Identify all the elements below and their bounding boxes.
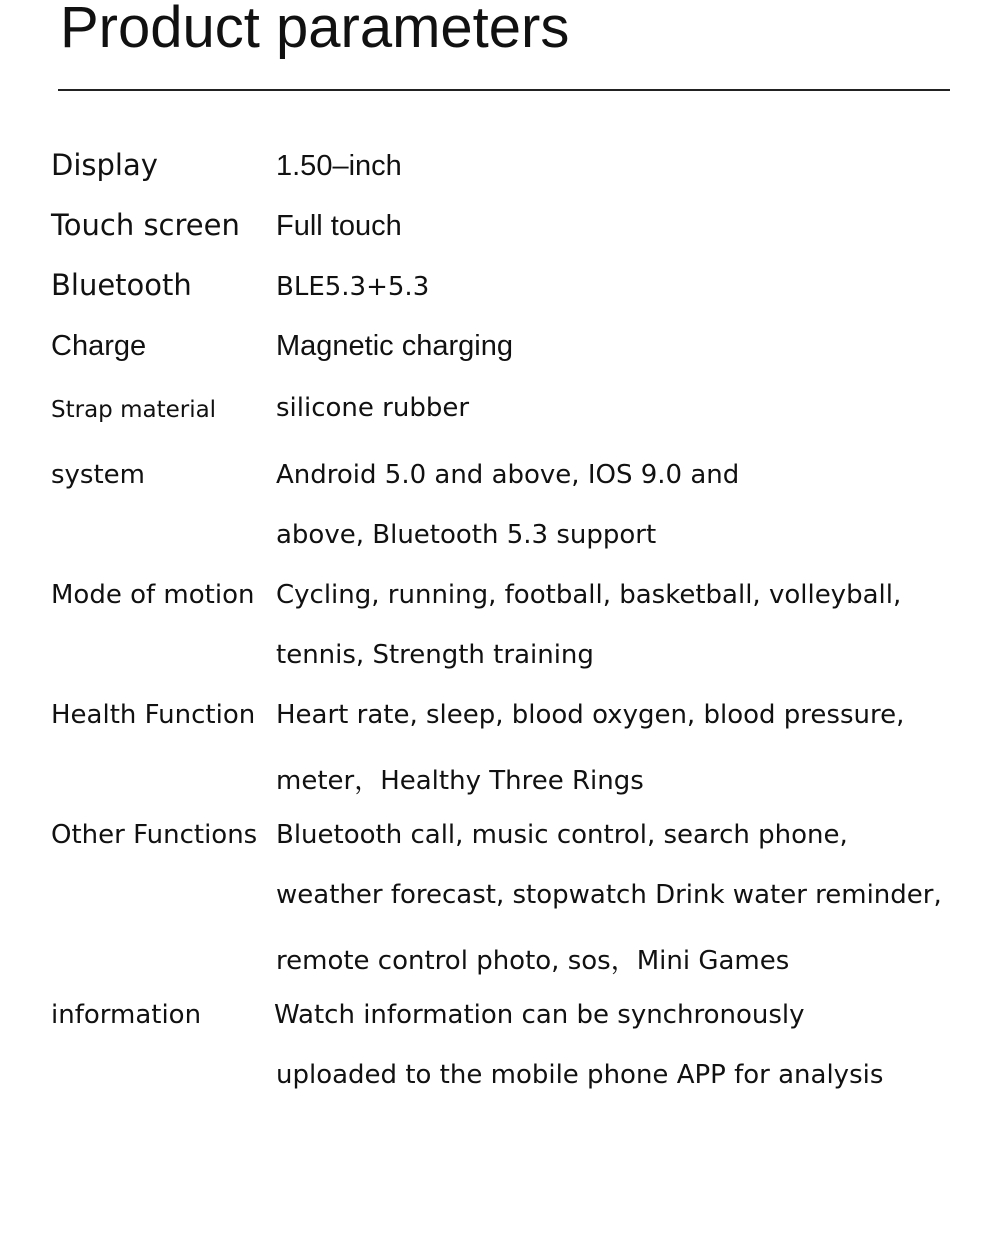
spec-label-information: information <box>51 1000 202 1030</box>
spec-value-health-function-line-1: Heart rate, sleep, blood oxygen, blood pressure, <box>276 700 905 730</box>
spec-label-strap-material: Strap material <box>51 397 217 423</box>
spec-value-charge: Magnetic charging <box>276 330 513 362</box>
spec-label-charge: Charge <box>51 330 147 362</box>
spec-value-system-line-1: Android 5.0 and above, IOS 9.0 and <box>276 460 740 490</box>
title-divider <box>58 89 950 91</box>
spec-value-information-line-1: Watch information can be synchronously <box>274 1000 805 1030</box>
spec-value-touch-screen: Full touch <box>276 210 402 242</box>
spec-value-mode-of-motion-line-1: Cycling, running, football, basketball, volleyball, <box>276 580 902 610</box>
spec-value-information-line-2: uploaded to the mobile phone APP for analysis <box>276 1060 884 1090</box>
spec-value-other-functions-line-3: remote control photo, sos，Mini Games <box>276 946 790 976</box>
spec-value-other-functions-line-2: weather forecast, stopwatch Drink water reminder, <box>276 880 942 910</box>
spec-label-bluetooth: Bluetooth <box>51 268 192 302</box>
spec-label-mode-of-motion: Mode of motion <box>51 580 255 610</box>
spec-value-display: 1.50–inch <box>276 150 402 182</box>
spec-value-strap-material: silicone rubber <box>276 393 470 423</box>
spec-label-other-functions: Other Functions <box>51 820 258 850</box>
spec-value-bluetooth: BLE5.3+5.3 <box>276 272 430 302</box>
spec-label-display: Display <box>51 148 158 182</box>
spec-value-health-function-line-2: meter，Healthy Three Rings <box>276 766 644 796</box>
spec-label-system: system <box>51 460 145 490</box>
spec-label-touch-screen: Touch screen <box>51 208 240 242</box>
spec-value-mode-of-motion-line-2: tennis, Strength training <box>276 640 594 670</box>
spec-label-health-function: Health Function <box>51 700 256 730</box>
page-title: Product parameters <box>60 0 570 60</box>
spec-value-other-functions-line-1: Bluetooth call, music control, search phone, <box>276 820 848 850</box>
spec-value-system-line-2: above, Bluetooth 5.3 support <box>276 520 657 550</box>
